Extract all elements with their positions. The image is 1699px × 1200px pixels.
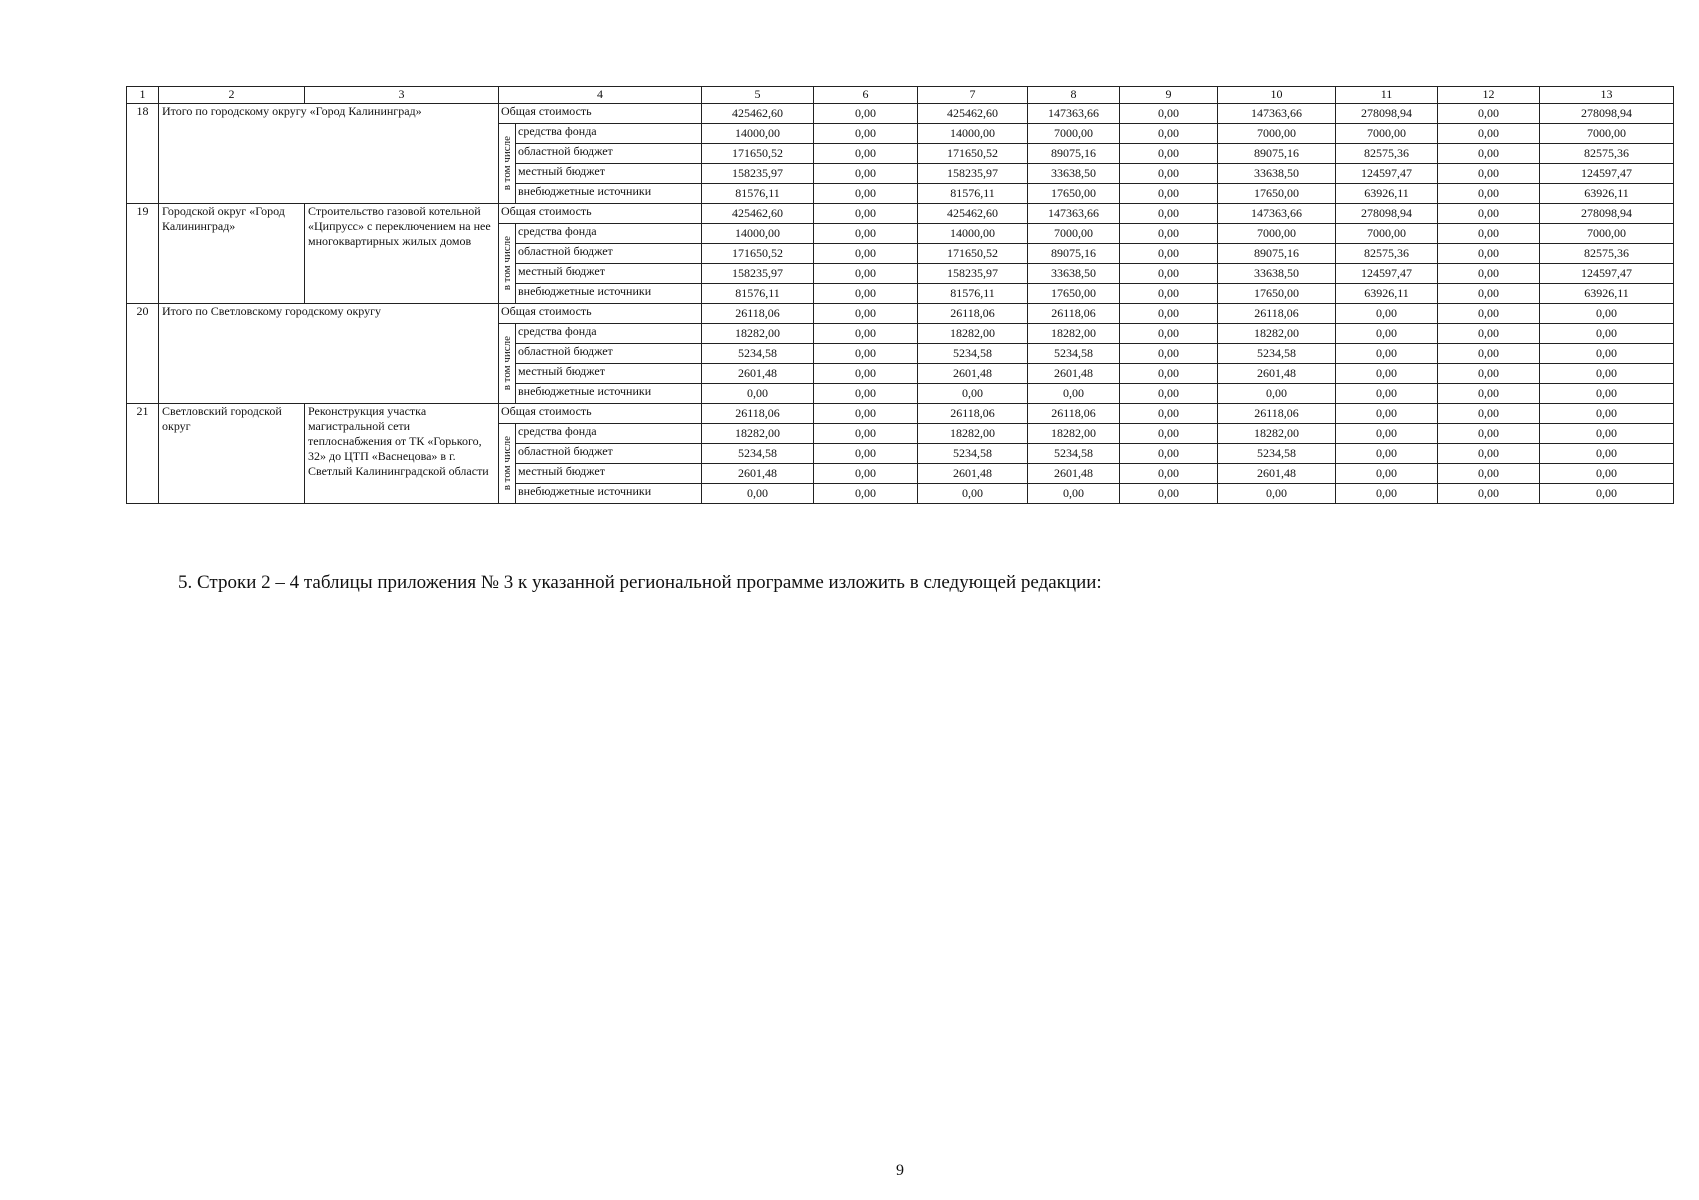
- column-number-header: 6: [814, 87, 918, 104]
- value-cell: 63926,11: [1336, 184, 1438, 204]
- value-cell: 0,00: [814, 304, 918, 324]
- value-cell: 0,00: [1336, 404, 1438, 424]
- column-number-header: 3: [305, 87, 499, 104]
- value-cell: 171650,52: [702, 144, 814, 164]
- column-number-header: 11: [1336, 87, 1438, 104]
- value-cell: 0,00: [1218, 384, 1336, 404]
- value-cell: 26118,06: [1218, 404, 1336, 424]
- value-cell: 147363,66: [1218, 104, 1336, 124]
- column-number-header: 13: [1540, 87, 1674, 104]
- value-cell: 0,00: [1438, 324, 1540, 344]
- value-cell: 0,00: [1438, 104, 1540, 124]
- value-cell: 0,00: [1120, 224, 1218, 244]
- funding-table: [126, 86, 1674, 504]
- column-number-header: 1: [127, 87, 159, 104]
- value-cell: 0,00: [1120, 244, 1218, 264]
- funding-label: областной бюджет: [516, 144, 702, 164]
- value-cell: 0,00: [814, 404, 918, 424]
- value-cell: 0,00: [1120, 344, 1218, 364]
- column-number-header: 5: [702, 87, 814, 104]
- value-cell: 158235,97: [702, 264, 814, 284]
- funding-label: внебюджетные источники: [516, 284, 702, 304]
- in-total-label-cell: [499, 424, 516, 504]
- value-cell: 26118,06: [1028, 404, 1120, 424]
- value-cell: 278098,94: [1540, 204, 1674, 224]
- value-cell: 0,00: [1120, 264, 1218, 284]
- value-cell: 0,00: [814, 484, 918, 504]
- value-cell: 0,00: [1540, 304, 1674, 324]
- in-total-label: в том числе: [501, 436, 513, 491]
- value-cell: 0,00: [1120, 184, 1218, 204]
- value-cell: 0,00: [1218, 484, 1336, 504]
- value-cell: 0,00: [1438, 124, 1540, 144]
- value-cell: 0,00: [814, 424, 918, 444]
- value-cell: 0,00: [1336, 444, 1438, 464]
- value-cell: 124597,47: [1336, 264, 1438, 284]
- value-cell: 18282,00: [1218, 424, 1336, 444]
- value-cell: 5234,58: [1218, 344, 1336, 364]
- value-cell: 425462,60: [918, 104, 1028, 124]
- municipality-cell: Светловский городской округ: [159, 404, 305, 504]
- value-cell: 18282,00: [1218, 324, 1336, 344]
- value-cell: 17650,00: [1218, 284, 1336, 304]
- project-cell: Реконструкция участка магистральной сети теплоснабжения от ТК «Горького, 32» до ЦТП «Васнецова» в г. Светлый Калининградской области: [305, 404, 499, 504]
- value-cell: 7000,00: [1218, 124, 1336, 144]
- value-cell: 7000,00: [1540, 224, 1674, 244]
- value-cell: 0,00: [1438, 164, 1540, 184]
- funding-label: Общая стоимость: [499, 404, 702, 424]
- value-cell: 5234,58: [918, 344, 1028, 364]
- funding-label: средства фонда: [516, 324, 702, 344]
- value-cell: 0,00: [1438, 204, 1540, 224]
- value-cell: 0,00: [1120, 424, 1218, 444]
- value-cell: 7000,00: [1336, 224, 1438, 244]
- project-cell: Строительство газовой котельной «Ципрусс» с переключением на нее многоквартирных жилых домов: [305, 204, 499, 304]
- value-cell: 18282,00: [702, 324, 814, 344]
- value-cell: 0,00: [1336, 384, 1438, 404]
- funding-label: местный бюджет: [516, 364, 702, 384]
- value-cell: 0,00: [918, 484, 1028, 504]
- value-cell: 0,00: [814, 364, 918, 384]
- value-cell: 0,00: [1438, 464, 1540, 484]
- value-cell: 2601,48: [1218, 464, 1336, 484]
- value-cell: 0,00: [1438, 424, 1540, 444]
- value-cell: 0,00: [1540, 444, 1674, 464]
- value-cell: 0,00: [1120, 364, 1218, 384]
- value-cell: 17650,00: [1028, 184, 1120, 204]
- value-cell: 0,00: [1120, 484, 1218, 504]
- value-cell: 0,00: [1120, 204, 1218, 224]
- value-cell: 2601,48: [702, 464, 814, 484]
- value-cell: 0,00: [814, 384, 918, 404]
- value-cell: 0,00: [1438, 264, 1540, 284]
- value-cell: 81576,11: [918, 184, 1028, 204]
- value-cell: 0,00: [1336, 364, 1438, 384]
- value-cell: 26118,06: [1218, 304, 1336, 324]
- value-cell: 0,00: [814, 184, 918, 204]
- funding-label: местный бюджет: [516, 264, 702, 284]
- value-cell: 0,00: [1336, 424, 1438, 444]
- value-cell: 7000,00: [1028, 224, 1120, 244]
- value-cell: 33638,50: [1028, 164, 1120, 184]
- value-cell: 0,00: [1540, 484, 1674, 504]
- value-cell: 26118,06: [918, 404, 1028, 424]
- value-cell: 0,00: [1438, 144, 1540, 164]
- value-cell: 26118,06: [1028, 304, 1120, 324]
- funding-label: областной бюджет: [516, 244, 702, 264]
- value-cell: 278098,94: [1336, 204, 1438, 224]
- value-cell: 278098,94: [1336, 104, 1438, 124]
- value-cell: 2601,48: [1028, 364, 1120, 384]
- value-cell: 0,00: [1028, 484, 1120, 504]
- value-cell: 89075,16: [1218, 244, 1336, 264]
- value-cell: 0,00: [702, 484, 814, 504]
- value-cell: 33638,50: [1218, 164, 1336, 184]
- value-cell: 82575,36: [1336, 244, 1438, 264]
- column-number-row: [127, 87, 1674, 104]
- funding-label: Общая стоимость: [499, 304, 702, 324]
- value-cell: 0,00: [1336, 464, 1438, 484]
- value-cell: 5234,58: [1028, 444, 1120, 464]
- total-label-cell: Итого по городскому округу «Город Калининград»: [159, 104, 499, 204]
- value-cell: 0,00: [814, 284, 918, 304]
- funding-label: внебюджетные источники: [516, 184, 702, 204]
- value-cell: 89075,16: [1218, 144, 1336, 164]
- value-cell: 0,00: [1120, 464, 1218, 484]
- value-cell: 0,00: [1336, 344, 1438, 364]
- value-cell: 89075,16: [1028, 144, 1120, 164]
- value-cell: 5234,58: [1028, 344, 1120, 364]
- funding-label: средства фонда: [516, 124, 702, 144]
- column-number-header: 12: [1438, 87, 1540, 104]
- row-number: 21: [127, 404, 159, 504]
- value-cell: 81576,11: [702, 184, 814, 204]
- value-cell: 18282,00: [918, 324, 1028, 344]
- value-cell: 425462,60: [702, 204, 814, 224]
- value-cell: 2601,48: [1028, 464, 1120, 484]
- value-cell: 63926,11: [1336, 284, 1438, 304]
- funding-label: местный бюджет: [516, 164, 702, 184]
- value-cell: 0,00: [702, 384, 814, 404]
- value-cell: 0,00: [1438, 284, 1540, 304]
- value-cell: 0,00: [814, 104, 918, 124]
- value-cell: 14000,00: [918, 224, 1028, 244]
- value-cell: 26118,06: [702, 304, 814, 324]
- column-number-header: 8: [1028, 87, 1120, 104]
- value-cell: 0,00: [1120, 104, 1218, 124]
- value-cell: 18282,00: [918, 424, 1028, 444]
- value-cell: 81576,11: [702, 284, 814, 304]
- value-cell: 18282,00: [702, 424, 814, 444]
- value-cell: 0,00: [1438, 244, 1540, 264]
- in-total-label-cell: [499, 124, 516, 204]
- value-cell: 5234,58: [702, 444, 814, 464]
- value-cell: 82575,36: [1336, 144, 1438, 164]
- row-number: 18: [127, 104, 159, 204]
- value-cell: 5234,58: [1218, 444, 1336, 464]
- value-cell: 2601,48: [918, 364, 1028, 384]
- value-cell: 33638,50: [1218, 264, 1336, 284]
- funding-label: местный бюджет: [516, 464, 702, 484]
- value-cell: 7000,00: [1336, 124, 1438, 144]
- value-cell: 7000,00: [1540, 124, 1674, 144]
- value-cell: 171650,52: [918, 144, 1028, 164]
- funding-label: внебюджетные источники: [516, 484, 702, 504]
- value-cell: 0,00: [1120, 324, 1218, 344]
- value-cell: 0,00: [814, 164, 918, 184]
- value-cell: 0,00: [1438, 364, 1540, 384]
- table-row: [127, 404, 1674, 424]
- value-cell: 0,00: [814, 204, 918, 224]
- table-row: [127, 304, 1674, 324]
- value-cell: 0,00: [814, 264, 918, 284]
- value-cell: 124597,47: [1540, 164, 1674, 184]
- value-cell: 0,00: [1120, 444, 1218, 464]
- value-cell: 26118,06: [702, 404, 814, 424]
- value-cell: 33638,50: [1028, 264, 1120, 284]
- column-number-header: 7: [918, 87, 1028, 104]
- value-cell: 0,00: [1438, 184, 1540, 204]
- value-cell: 17650,00: [1218, 184, 1336, 204]
- value-cell: 124597,47: [1336, 164, 1438, 184]
- funding-label: средства фонда: [516, 424, 702, 444]
- value-cell: 5234,58: [702, 344, 814, 364]
- total-label-cell: Итого по Светловскому городскому округу: [159, 304, 499, 404]
- table-row: [127, 204, 1674, 224]
- value-cell: 0,00: [1438, 384, 1540, 404]
- value-cell: 0,00: [1438, 304, 1540, 324]
- value-cell: 0,00: [1336, 304, 1438, 324]
- funding-label: внебюджетные источники: [516, 384, 702, 404]
- instruction-text: 5. Строки 2 – 4 таблицы приложения № 3 к указанной региональной программе изложить в следующей редакции:: [178, 572, 1102, 593]
- value-cell: 0,00: [1540, 404, 1674, 424]
- funding-label: Общая стоимость: [499, 104, 702, 124]
- value-cell: 14000,00: [918, 124, 1028, 144]
- value-cell: 7000,00: [1218, 224, 1336, 244]
- value-cell: 26118,06: [918, 304, 1028, 324]
- value-cell: 0,00: [814, 224, 918, 244]
- value-cell: 63926,11: [1540, 284, 1674, 304]
- value-cell: 82575,36: [1540, 144, 1674, 164]
- funding-label: средства фонда: [516, 224, 702, 244]
- value-cell: 147363,66: [1218, 204, 1336, 224]
- value-cell: 425462,60: [702, 104, 814, 124]
- value-cell: 0,00: [814, 464, 918, 484]
- value-cell: 0,00: [1540, 384, 1674, 404]
- column-number-header: 2: [159, 87, 305, 104]
- value-cell: 278098,94: [1540, 104, 1674, 124]
- column-number-header: 10: [1218, 87, 1336, 104]
- value-cell: 2601,48: [1218, 364, 1336, 384]
- value-cell: 0,00: [1438, 484, 1540, 504]
- value-cell: 63926,11: [1540, 184, 1674, 204]
- in-total-label: в том числе: [501, 236, 513, 291]
- value-cell: 82575,36: [1540, 244, 1674, 264]
- row-number: 19: [127, 204, 159, 304]
- value-cell: 14000,00: [702, 124, 814, 144]
- value-cell: 14000,00: [702, 224, 814, 244]
- value-cell: 2601,48: [918, 464, 1028, 484]
- value-cell: 7000,00: [1028, 124, 1120, 144]
- value-cell: 171650,52: [918, 244, 1028, 264]
- in-total-label: в том числе: [501, 136, 513, 191]
- value-cell: 0,00: [918, 384, 1028, 404]
- value-cell: 0,00: [1120, 164, 1218, 184]
- value-cell: 158235,97: [702, 164, 814, 184]
- value-cell: 147363,66: [1028, 204, 1120, 224]
- value-cell: 0,00: [814, 444, 918, 464]
- value-cell: 0,00: [1120, 404, 1218, 424]
- funding-label: областной бюджет: [516, 444, 702, 464]
- value-cell: 2601,48: [702, 364, 814, 384]
- value-cell: 0,00: [1438, 404, 1540, 424]
- value-cell: 0,00: [814, 324, 918, 344]
- funding-label: Общая стоимость: [499, 204, 702, 224]
- value-cell: 0,00: [1540, 344, 1674, 364]
- in-total-label-cell: [499, 224, 516, 304]
- value-cell: 0,00: [1120, 304, 1218, 324]
- value-cell: 0,00: [1120, 124, 1218, 144]
- value-cell: 81576,11: [918, 284, 1028, 304]
- value-cell: 171650,52: [702, 244, 814, 264]
- value-cell: 0,00: [1438, 344, 1540, 364]
- value-cell: 158235,97: [918, 264, 1028, 284]
- column-number-header: 9: [1120, 87, 1218, 104]
- value-cell: 0,00: [1438, 444, 1540, 464]
- row-number: 20: [127, 304, 159, 404]
- value-cell: 18282,00: [1028, 424, 1120, 444]
- value-cell: 0,00: [1336, 484, 1438, 504]
- value-cell: 0,00: [1540, 324, 1674, 344]
- in-total-label: в том числе: [501, 336, 513, 391]
- funding-label: областной бюджет: [516, 344, 702, 364]
- page-number: 9: [896, 1162, 904, 1179]
- value-cell: 0,00: [814, 124, 918, 144]
- value-cell: 158235,97: [918, 164, 1028, 184]
- value-cell: 0,00: [1540, 364, 1674, 384]
- value-cell: 5234,58: [918, 444, 1028, 464]
- value-cell: 0,00: [1540, 424, 1674, 444]
- value-cell: 0,00: [1120, 284, 1218, 304]
- value-cell: 425462,60: [918, 204, 1028, 224]
- value-cell: 124597,47: [1540, 264, 1674, 284]
- municipality-cell: Городской округ «Город Калининград»: [159, 204, 305, 304]
- value-cell: 0,00: [1120, 144, 1218, 164]
- value-cell: 0,00: [1028, 384, 1120, 404]
- column-number-header: 4: [499, 87, 702, 104]
- value-cell: 0,00: [814, 244, 918, 264]
- table-row: [127, 104, 1674, 124]
- value-cell: 17650,00: [1028, 284, 1120, 304]
- value-cell: 0,00: [1120, 384, 1218, 404]
- in-total-label-cell: [499, 324, 516, 404]
- value-cell: 0,00: [814, 344, 918, 364]
- value-cell: 0,00: [1540, 464, 1674, 484]
- value-cell: 0,00: [1336, 324, 1438, 344]
- value-cell: 147363,66: [1028, 104, 1120, 124]
- value-cell: 0,00: [1438, 224, 1540, 244]
- value-cell: 89075,16: [1028, 244, 1120, 264]
- value-cell: 0,00: [814, 144, 918, 164]
- value-cell: 18282,00: [1028, 324, 1120, 344]
